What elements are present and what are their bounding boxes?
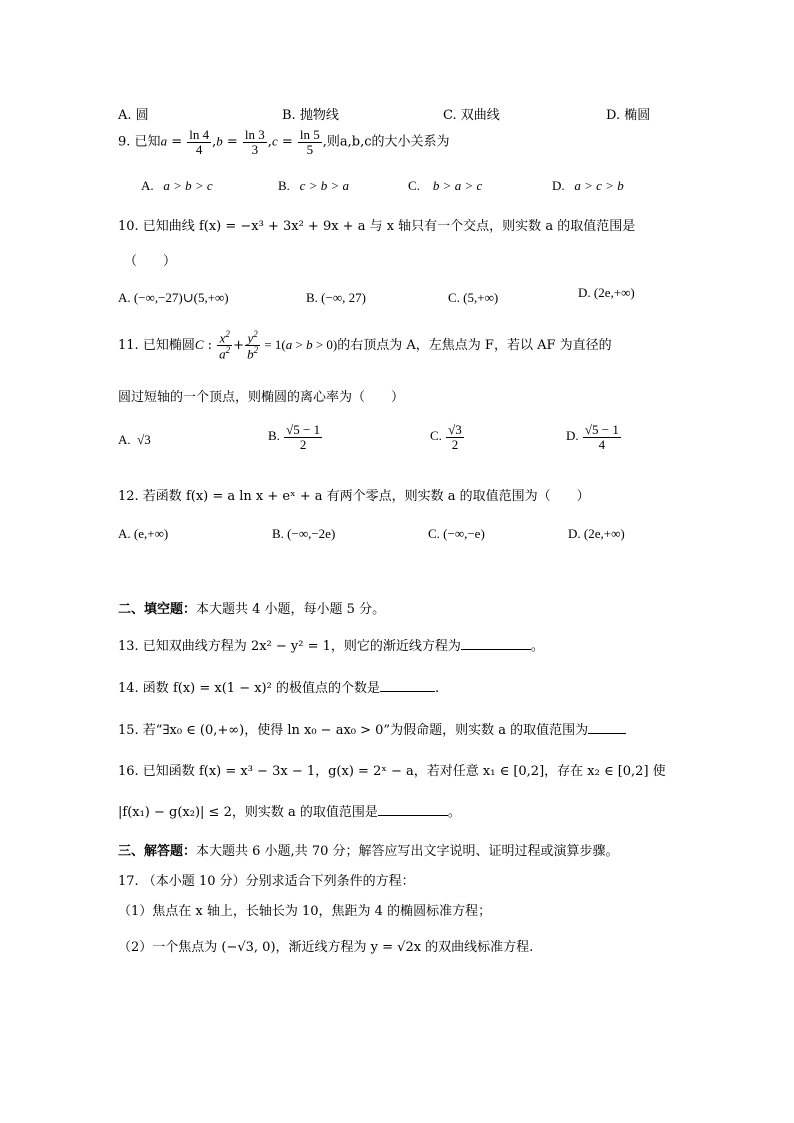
q15-blank <box>588 733 626 734</box>
q10-option-c: C. (5,+∞) <box>448 290 499 305</box>
q8-option-b: B. 抛物线 <box>282 108 339 123</box>
q12-option-d: D. (2e,+∞) <box>568 526 625 541</box>
question-11-line2: 圆过短轴的一个顶点，则椭圆的离心率为（ ） <box>118 390 405 405</box>
question-13: 13. 已知双曲线方程为 2x² − y² = 1，则它的渐近线方程为 。 <box>118 639 544 654</box>
q9-option-c: C. b > a > c <box>408 178 483 193</box>
q9-a-fraction: $\frac{\ln 4}{4}$ <box>189 127 210 157</box>
q8-option-a: A. 圆 <box>118 108 149 123</box>
question-15: 15. 若“∃x₀ ∈ (0,+∞)，使得 ln x₀ − ax₀ > 0”为假命题，则实数 a 的取值范围为 <box>118 719 626 738</box>
q9-option-d: D. a > c > b <box>552 178 624 193</box>
q11-option-a: A. √3 <box>118 432 151 447</box>
question-17-part-1: （1）焦点在 x 轴上，长轴长为 10，焦距为 4 的椭圆标准方程； <box>118 904 492 919</box>
question-10: 10. 已知曲线 f(x) = −x³ + 3x² + 9x + a 与 x 轴只有一个交点，则实数 a 的取值范围是 <box>118 219 636 234</box>
section-3-heading: 三、解答题：本大题共 6 小题,共 70 分；解答应写出文字说明、证明过程或演算步骤。 <box>118 844 619 859</box>
question-16-line2: |f(x₁) − g(x₂)| ≤ 2，则实数 a 的取值范围是 。 <box>118 805 461 820</box>
q10-option-d: D. (2e,+∞) <box>578 285 635 300</box>
question-14: 14. 函数 f(x) = x(1 − x)² 的极值点的个数是 . <box>118 681 440 696</box>
question-17-part-2: （2）一个焦点为 (−√3, 0)，渐近线方程为 y = √2x 的双曲线标准方程. <box>118 940 534 955</box>
question-12: 12. 若函数 f(x) = a ln x + eˣ + a 有两个零点，则实数 a 的取值范围为（ ） <box>118 489 590 504</box>
q9-c-fraction: $\frac{\ln 5}{5}$ <box>299 127 320 157</box>
q8-option-c: C. 双曲线 <box>443 108 500 123</box>
q11-x-fraction: $\frac{x^2}{a^2}$ <box>219 329 231 362</box>
q14-blank <box>380 691 435 692</box>
q11-option-c: C. $\frac{√3}{2}$ <box>430 422 462 452</box>
question-9: 9. 已知a = $\frac{\ln 4}{4}$ ,b = $\frac{\ln 3}{3}$ ,c = $\frac{\ln 5}{5}$ ,则a,b,c的大小关系为 <box>118 127 450 157</box>
question-16: 16. 已知函数 f(x) = x³ − 3x − 1，g(x) = 2ˣ − a，若对任意 x₁ ∈ [0,2]，存在 x₂ ∈ [0,2] 使 <box>118 764 666 779</box>
q11-option-b: B. $\frac{√5 - 1}{2}$ <box>268 422 321 452</box>
q11-option-d: D. $\frac{√5 - 1}{4}$ <box>566 422 619 452</box>
q9-option-a: A. a > b > c <box>141 178 213 193</box>
section-2-heading: 二、填空题：本大题共 4 小题，每小题 5 分。 <box>118 602 386 617</box>
q10-option-b: B. (−∞, 27) <box>306 290 366 305</box>
q12-option-b: B. (−∞,−2e) <box>272 526 336 541</box>
q10-option-a: A. (−∞,−27)∪(5,+∞) <box>118 290 229 305</box>
q9-option-b: B. c > b > a <box>278 178 349 193</box>
q11-y-fraction: $\frac{y^2}{b^2}$ <box>247 329 259 362</box>
q12-option-c: C. (−∞,−e) <box>428 526 485 541</box>
question-17: 17. （本小题 10 分）分别求适合下列条件的方程： <box>118 874 415 889</box>
q16-blank <box>378 815 448 816</box>
q12-option-a: A. (e,+∞) <box>118 526 169 541</box>
q9-b-fraction: $\frac{\ln 3}{3}$ <box>244 127 265 157</box>
question-11: 11. 已知椭圆C : $\frac{x^2}{a^2}$ + $\frac{y^2}{b^2}$ = 1(a > b > 0)的右顶点为 A，左焦点为 F，若以 AF 为直径的 <box>118 329 612 362</box>
q13-blank <box>461 649 531 650</box>
question-10-paren: （ ） <box>124 254 177 269</box>
q8-option-d: D. 椭圆 <box>606 108 651 123</box>
